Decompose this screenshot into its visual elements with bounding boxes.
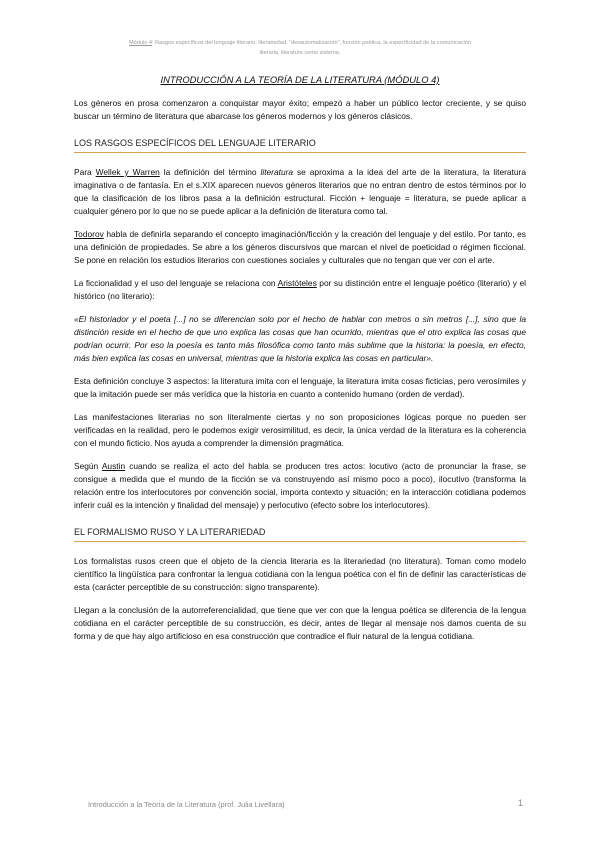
paragraph-autorreferencialidad: Llegan a la conclusión de la autorreferencialidad, que tiene que ver con que la lengua poética se diferencia de la lengua cotidiana en el carácter perceptible de su construcción, es decir, antes de llegar al mensaje nos damos cuenta de su forma y de que hay algo artificioso en esa construcción que contradice el fluir natural de la lengua cotidiana. xyxy=(74,605,526,641)
paragraph-aristoteles xyxy=(74,277,526,303)
paragraph-manifestaciones: Las manifestaciones literarias no son literalmente ciertas y no son proposiciones lógicas porque no pueden ser verificadas en la realidad, pero le podemos exigir verosimilitud, es decir, la única verdad de la literatura es la coherencia con el mundo ficticio. Nos ayuda a comprender la dimensión pragmática. xyxy=(74,412,526,448)
text-fragment: se aproxima a la idea del arte de la literatura, la literatura imaginativa o de fantasía. En el s.XIX aparecen nuevos géneros literarios que no entran dentro de estos términos por lo que la clasificación de los libros pasa a la definición estructural. Ficción + lenguaje = literatura, se puede aplicar a cualquier género por lo que no se puede aplicar a la definición de literatura como tal. xyxy=(74,167,526,216)
text-fragment: cuando se realiza el acto del habla se producen tres actos: locutivo (acto de pronunciar la frase, se consigue a medida que el mundo de la ficción se va construyendo así mismo poco a poco), ilocutivo (transforma la relación entre los interlocutores por convención social, importa contexto y situación; en la interacción cotidiana podemos inferir cuál es la intención y finalidad del mensaje) y perlocutivo (efecto sobre los interlocutores). xyxy=(74,461,526,510)
document-title: INTRODUCCIÓN A LA TEORÍA DE LA LITERATURA (MÓDULO 4) xyxy=(160,74,440,85)
author-link-todorov: Todorov xyxy=(74,229,104,239)
paragraph-todorov xyxy=(74,228,526,267)
section-heading-rasgos: LOS RASGOS ESPECÍFICOS DEL LENGUAJE LITERARIO xyxy=(74,137,526,153)
header-subtitle: : Rasgos específicos del lenguaje literario, literariedad, “desautomatización”, función poética, la especificidad de la comunicación literaria, literatura como sistema. xyxy=(151,40,472,56)
paragraph-wellek xyxy=(74,166,526,218)
page-number: 1 xyxy=(518,798,524,808)
footer-text: Introducción a la Teoría de la Literatura (prof. Julia Livellara) xyxy=(88,800,285,809)
text-fragment: por su distinción entre el lenguaje poético (literario) y el histórico (no literario): xyxy=(74,278,526,301)
text-fragment: La ficcionalidad y el uso del lenguaje se relaciona con xyxy=(74,278,278,288)
page-header xyxy=(120,38,480,58)
author-link-wellek-warren: Wellek y Warren xyxy=(95,167,160,177)
paragraph-formalistas: Los formalistas rusos creen que el objeto de la ciencia literaria es la literariedad (no literatura). Toman como modelo científico la lingüística para confrontar la lengua cotidiana con la lengua poética con el fin de definir las características de esta (carácter perceptible de su construcción: signo transparente). xyxy=(74,556,526,592)
text-fragment: Para xyxy=(74,167,96,177)
module-label: Módulo 4 xyxy=(128,40,152,46)
paragraph-austin xyxy=(74,460,526,512)
document-body xyxy=(74,97,526,653)
text-fragment: Según xyxy=(74,461,102,471)
author-link-aristoteles: Aristóteles xyxy=(277,278,317,288)
term-literatura: literatura xyxy=(260,167,294,177)
text-fragment: habla de definirla separando el concepto imaginación/ficción y la creación del lenguaje y del estilo. Por tanto, es una definición de propiedades. Se abre a los géneros discursivos que marcan el nivel de poeticidad o régimen ficcional. Se pone en relación los estudios literarios con cuestiones sociales y culturales que no tengan que ver con el arte. xyxy=(74,229,526,265)
intro-paragraph: Los géneros en prosa comenzaron a conquistar mayor éxito; empezó a haber un público lector creciente, y se quiso buscar un término de literatura que abarcase los géneros modernos y los géneros clásicos. xyxy=(74,98,526,121)
aristoteles-quote: «El historiador y el poeta [...] no se diferencian solo por el hecho de hablar con metros o sin metros [...], sino que la distinción reside en el hecho de que uno explica las cosas que han ocurrido, mientras que el otro explica las cosas que podrían ocurrir. Por eso la poesía es tanto más filosófica como tanto más sublime que la historia: la poesía, en efecto, más bien explica las cosas en universal, mientras que la historia explica las cosas en particular». xyxy=(74,314,526,363)
author-link-austin: Austin xyxy=(101,461,126,471)
paragraph-three-aspects: Esta definición concluye 3 aspectos: la literatura imita con el lenguaje, la literatura imita cosas ficticias, pero verosímiles y que la imitación puede ser más verídica que la historia en cuanto a contenido humano (orden de verdad). xyxy=(74,376,526,399)
section-heading-formalismo: EL FORMALISMO RUSO Y LA LITERARIEDAD xyxy=(74,526,526,542)
text-fragment: la definición del término xyxy=(159,167,261,177)
